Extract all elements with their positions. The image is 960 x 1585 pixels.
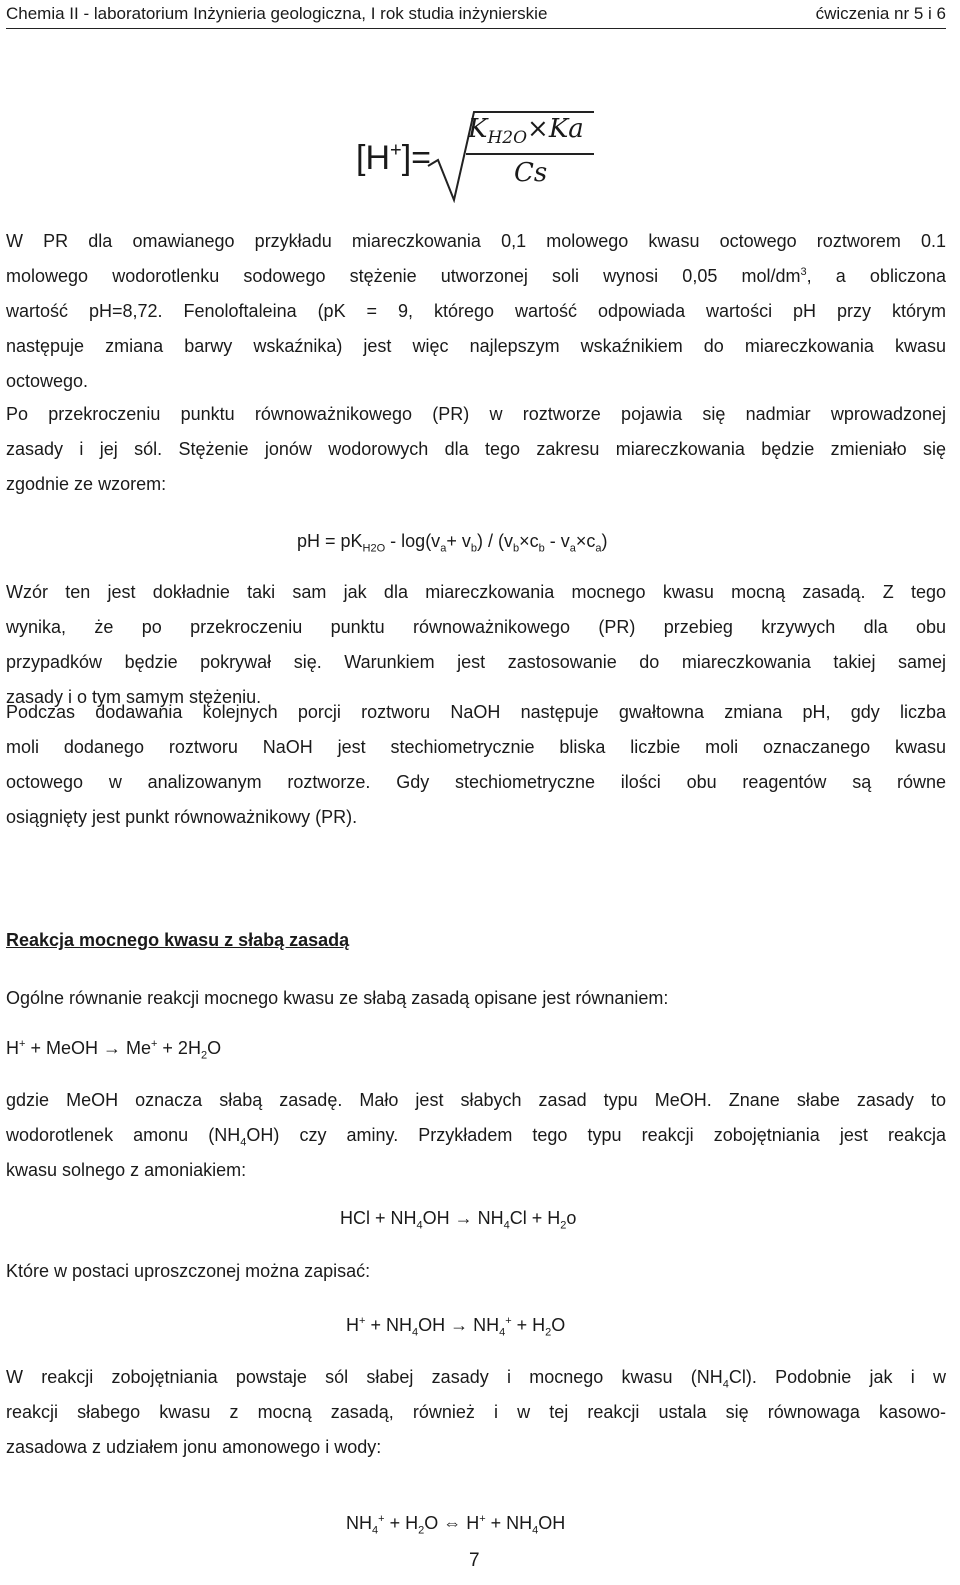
text-line: zgodnie ze wzorem:: [6, 474, 167, 494]
text-line: wartość pH=8,72. Fenoloftaleina (pK = 9, którego wartość odpowiada wartości pH przy którym: [6, 301, 946, 321]
text-line: Ogólne równanie reakcji mocnego kwasu ze słabą zasadą opisane jest równaniem:: [6, 988, 669, 1008]
paragraph-naoh-addition: [6, 695, 946, 835]
text-line: W PR dla omawianego przykładu miareczkowania 0,1 molowego kwasu octowego roztworem 0.1: [6, 231, 946, 251]
text-line: gdzie MeOH oznacza słabą zasadę. Mało jest słabych zasad typu MeOH. Znane słabe zasady to: [6, 1090, 946, 1110]
text-line: W reakcji zobojętniania powstaje sól słabej zasady i mocnego kwasu $(NH_4Cl)$. Podobnie jak i w: [6, 1367, 947, 1391]
page-number: 7: [469, 1550, 480, 1571]
formula-numerator: $K_{H2O}\times Ka$: [468, 114, 584, 149]
text-line: Podczas dodawania kolejnych porcji roztworu NaOH następuje gwałtowna zmiana pH, gdy liczba: [6, 702, 946, 722]
general-reaction-equation: H+ + MeOH → $Me^+ + 2H_2O$: [6, 1038, 222, 1062]
text-line: Wzór ten jest dokładnie taki sam jak dla miareczkowania mocnego kwasu mocną zasadą. Z tego: [6, 582, 946, 602]
section-heading: Reakcja mocnego kwasu z słabą zasadą: [6, 930, 350, 950]
text-line: molowego wodorotlenku sodowego stężenie utworzonej soli wynosi 0,05 mol/$dm^3$, a obliczona: [6, 266, 946, 286]
text-line: reakcji słabego kwasu z mocną zasadą, również i w tej reakcji ustala się równowaga kasowo-: [6, 1402, 946, 1422]
text-line: octowego w analizowanym roztworze. Gdy stechiometryczne ilości obu reagentów są równe: [6, 772, 946, 792]
paragraph-weak-bases: [6, 1083, 946, 1188]
text-line: wynika, że po przekroczeniu punktu równoważnikowego (PR) przebieg krzywych dla obu: [6, 617, 946, 637]
text-line: Po przekroczeniu punktu równoważnikowego (PR) w roztworze pojawia się nadmiar wprowadzonej: [6, 404, 946, 424]
text-line: Które w postaci uproszczonej można zapisać:: [6, 1261, 371, 1281]
ammonium-equilibrium-equation: $NH_4^+ + H_2O$ ⇔ $H^+ + NH_4OH$: [346, 1513, 566, 1537]
paragraph-general-equation: [6, 981, 946, 1016]
ph-formula: pH = $pK_{H2O} - \log(v_a+ v_b) / (v_b\times c_b - v_a\times c_a)$: [297, 531, 608, 555]
paragraph-simplified: [6, 1254, 946, 1289]
text-line: wodorotlenek amonu $(NH_4OH)$ czy aminy. Przykładem tego typu reakcji zobojętniania jest reakcja: [6, 1125, 946, 1149]
text-line: kwasu solnego z amoniakiem:: [6, 1160, 247, 1180]
page-header: [6, 2, 946, 29]
text-line: zasady i o tym samym stężeniu.: [6, 687, 262, 707]
simplified-ionic-equation: $H^+ + NH_4OH \to NH_4^+ + H_2O$: [346, 1315, 566, 1339]
header-exercise-number: ćwiczenia nr 5 i 6: [815, 4, 946, 23]
paragraph-salt-formation: [6, 1360, 946, 1465]
formula-lhs: [H+]=: [356, 139, 431, 177]
paragraph-after-equivalence: [6, 397, 946, 502]
text-line: moli dodanego roztworu NaOH jest stechiometrycznie bliska liczbie moli oznaczanego kwasu: [6, 737, 946, 757]
hcl-ammonia-equation: HCl + $NH_4OH \to NH_4Cl + H_2o$: [340, 1208, 577, 1232]
text-line: osiągnięty jest punkt równoważnikowy (PR).: [6, 807, 358, 827]
text-line: następuje zmiana barwy wskaźnika) jest więc najlepszym wskaźnikiem do miareczkowania kwasu: [6, 336, 946, 356]
text-line: przypadków będzie pokrywał się. Warunkiem jest zastosowanie do miareczkowania takiej samej: [6, 652, 946, 672]
paragraph-same-formula: [6, 575, 946, 715]
formula-denominator: Cs: [514, 158, 548, 188]
text-line: octowego.: [6, 371, 89, 391]
fraction-bar: [466, 153, 594, 155]
text-line: zasadowa z udziałem jonu amonowego i wody:: [6, 1437, 382, 1457]
hydrogen-ion-formula: [356, 108, 606, 203]
text-line: zasady i jej sól. Stężenie jonów wodorowych dla tego zakresu miareczkowania będzie zmieniało się: [6, 439, 946, 459]
paragraph-equivalence-point: [6, 224, 946, 399]
header-course-title: Chemia II - laboratorium Inżynieria geologiczna, I rok studia inżynierskie: [6, 4, 548, 23]
